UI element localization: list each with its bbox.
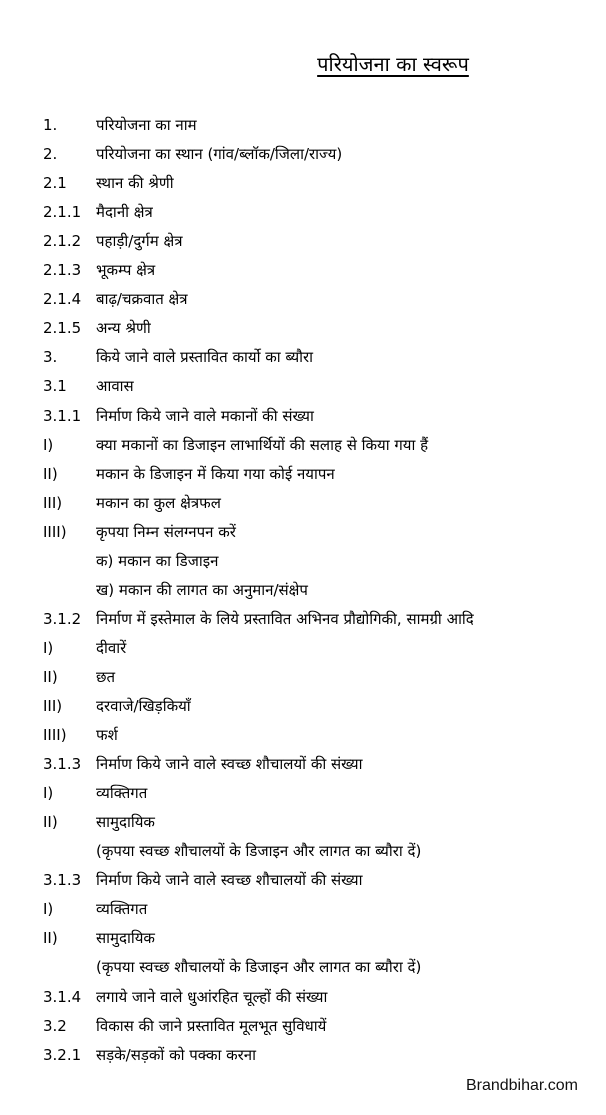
item-number: III) xyxy=(43,494,63,512)
watermark: Brandbihar.com xyxy=(465,1077,578,1094)
item-text: निर्माण किये जाने वाले स्वच्छ शौचालयों की संख्या xyxy=(96,871,363,889)
item-text: दरवाजे/खिड़कियाँ xyxy=(96,697,191,715)
item-text: अन्य श्रेणी xyxy=(96,319,151,337)
list-item xyxy=(0,895,606,924)
item-text: स्थान की श्रेणी xyxy=(96,174,174,192)
list-item xyxy=(0,750,606,779)
item-number: 2.1.4 xyxy=(43,290,82,308)
list-item xyxy=(0,866,606,895)
item-number: II) xyxy=(43,929,58,947)
list-item xyxy=(0,518,606,547)
item-text: आवास xyxy=(96,377,134,395)
list-item xyxy=(0,489,606,518)
item-number: IIII) xyxy=(43,523,67,541)
list-item xyxy=(0,372,606,401)
item-number: II) xyxy=(43,465,58,483)
item-text: परियोजना का नाम xyxy=(96,116,197,134)
item-text: सड़के/सड़कों को पक्का करना xyxy=(96,1046,256,1064)
item-text: क्या मकानों का डिजाइन लाभार्थियों की सलाह से किया गया हैं xyxy=(96,436,429,454)
list-item xyxy=(0,198,606,227)
item-number: 3.1.4 xyxy=(43,988,82,1006)
item-text: लगाये जाने वाले धुआंरहित चूल्हों की संख्या xyxy=(96,988,328,1006)
list-item xyxy=(0,721,606,750)
list-item xyxy=(0,169,606,198)
list-item xyxy=(0,663,606,692)
item-number: 3.1.3 xyxy=(43,755,82,773)
list-item xyxy=(0,1012,606,1041)
list-item xyxy=(0,924,606,953)
item-number: 3.1.2 xyxy=(43,610,82,628)
item-text: दीवारें xyxy=(96,639,127,657)
list-item xyxy=(0,314,606,343)
list-item xyxy=(0,576,606,605)
item-text: (कृपया स्वच्छ शौचालयों के डिजाइन और लागत का ब्यौरा दें) xyxy=(96,842,422,860)
item-text: मकान का कुल क्षेत्रफल xyxy=(96,494,221,512)
item-text: निर्माण में इस्तेमाल के लिये प्रस्तावित अभिनव प्रौद्योगिकी, सामग्री आदि xyxy=(96,610,474,628)
item-number: 2.1.1 xyxy=(43,203,82,221)
list-item xyxy=(0,547,606,576)
item-number: 3. xyxy=(43,348,58,366)
item-text: क) मकान का डिजाइन xyxy=(96,552,219,570)
item-number: 2.1.2 xyxy=(43,232,82,250)
item-number: IIII) xyxy=(43,726,67,744)
list-item xyxy=(0,605,606,634)
item-text: सामुदायिक xyxy=(96,929,155,947)
item-number: 3.2 xyxy=(43,1017,67,1035)
item-text: कृपया निम्न संलग्नपन करें xyxy=(96,523,236,541)
item-number: 2.1.5 xyxy=(43,319,82,337)
item-text: छत xyxy=(96,668,116,686)
item-number: II) xyxy=(43,813,58,831)
item-number: I) xyxy=(43,639,54,657)
item-number: 1. xyxy=(43,116,58,134)
list-item xyxy=(0,837,606,866)
item-text: व्यक्तिगत xyxy=(96,784,148,802)
list-item xyxy=(0,1041,606,1070)
item-number: 3.1.1 xyxy=(43,407,82,425)
item-text: बाढ़/चक्रवात क्षेत्र xyxy=(96,290,188,308)
item-number: I) xyxy=(43,436,54,454)
item-text: निर्माण किये जाने वाले स्वच्छ शौचालयों की संख्या xyxy=(96,755,363,773)
item-text: सामुदायिक xyxy=(96,813,155,831)
item-number: 3.2.1 xyxy=(43,1046,82,1064)
item-number: 3.1 xyxy=(43,377,67,395)
item-number: 2.1.3 xyxy=(43,261,82,279)
item-number: III) xyxy=(43,697,63,715)
item-text: निर्माण किये जाने वाले मकानों की संख्या xyxy=(96,407,314,425)
item-number: 3.1.3 xyxy=(43,871,82,889)
list-item xyxy=(0,953,606,982)
list-item xyxy=(0,227,606,256)
document-title-text: परियोजना का स्वरूप xyxy=(317,52,469,76)
item-number: 2. xyxy=(43,145,58,163)
item-text: विकास की जाने प्रस्तावित मूलभूत सुविधायें xyxy=(96,1017,327,1035)
item-text: पहाड़ी/दुर्गम क्षेत्र xyxy=(96,232,183,250)
item-text: परियोजना का स्थान (गांव/ब्लॉक/जिला/राज्य) xyxy=(96,145,343,163)
item-text: मकान के डिजाइन में किया गया कोई नयापन xyxy=(96,465,335,483)
list-item xyxy=(0,808,606,837)
list-item xyxy=(0,111,606,140)
item-number: I) xyxy=(43,784,54,802)
list-item xyxy=(0,779,606,808)
item-text: फर्श xyxy=(96,726,118,744)
item-number: I) xyxy=(43,900,54,918)
item-text: व्यक्तिगत xyxy=(96,900,148,918)
list-item xyxy=(0,402,606,431)
list-item xyxy=(0,431,606,460)
item-number: II) xyxy=(43,668,58,686)
list-item xyxy=(0,256,606,285)
list-item xyxy=(0,343,606,372)
item-text: किये जाने वाले प्रस्तावित कार्यो का ब्यौरा xyxy=(96,348,314,366)
list-item xyxy=(0,460,606,489)
list-item xyxy=(0,692,606,721)
item-text: भूकम्प क्षेत्र xyxy=(96,261,156,279)
list-item xyxy=(0,140,606,169)
item-text: (कृपया स्वच्छ शौचालयों के डिजाइन और लागत का ब्यौरा दें) xyxy=(96,958,422,976)
item-number: 2.1 xyxy=(43,174,67,192)
list-item xyxy=(0,983,606,1012)
list-item xyxy=(0,634,606,663)
item-text: मैदानी क्षेत्र xyxy=(96,203,153,221)
list-item xyxy=(0,285,606,314)
item-text: ख) मकान की लागत का अनुमान/संक्षेप xyxy=(96,581,308,599)
